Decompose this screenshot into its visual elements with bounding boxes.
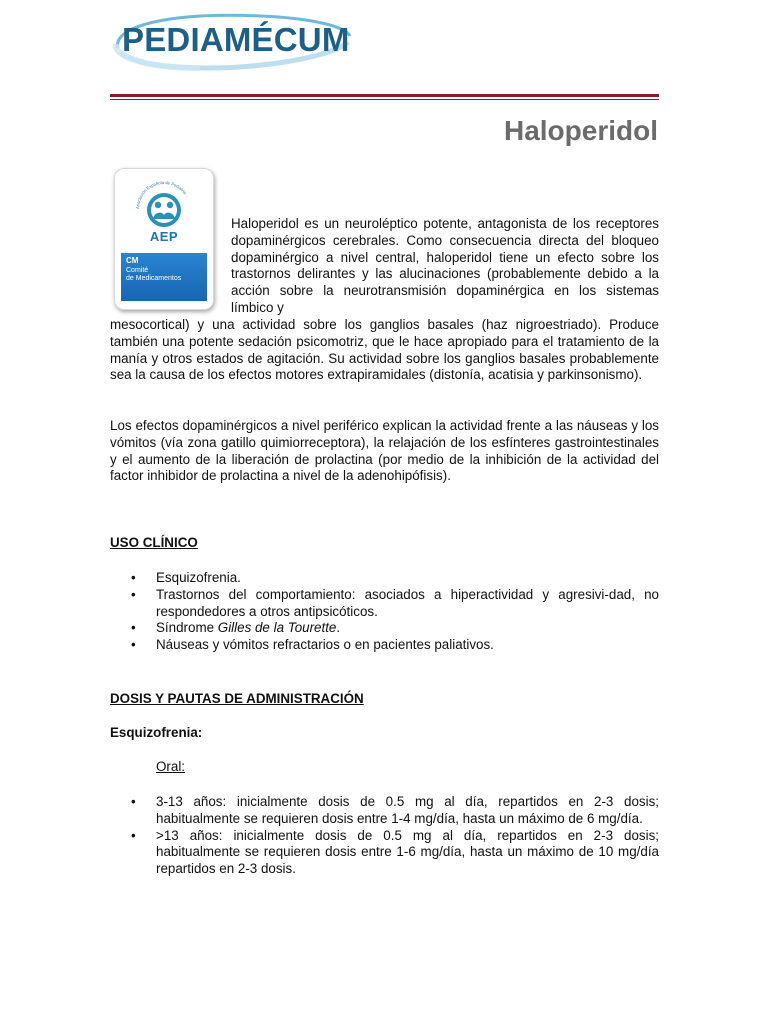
esquizofrenia-subheading: Esquizofrenia: bbox=[110, 725, 203, 740]
list-item bbox=[110, 637, 659, 654]
aep-emblem-icon bbox=[133, 179, 195, 231]
list-item-text-italic: Gilles de la Tourette bbox=[217, 620, 337, 636]
list-item bbox=[110, 570, 659, 587]
list-item-text-pre: Síndrome bbox=[156, 620, 218, 636]
badge-medicamentos-label: de Medicamentos bbox=[126, 275, 182, 282]
list-item bbox=[110, 587, 659, 621]
logo-text: PEDIAMÉCUM bbox=[122, 21, 350, 58]
intro-paragraph-wrapped: Haloperidol es un neuroléptico potente, antagonista de los receptores dopaminérgicos cerebrales. Como consecuencia directa del bloqueo dopaminérgico a nivel central, haloperidol tiene un efecto sobre los trastornos delirantes y las alucinaciones (probablemente debido a la acción sobre la neurotransmisión dopaminérgica en los sistemas límbico y bbox=[231, 216, 659, 315]
intro-paragraph-continued: mesocortical) y una actividad sobre los ganglios basales (haz nigroestriado). Produce también una potente sedación psicomotriz, que le hace apropiado para el tratamiento de la manía y otros estados de agitación. Su actividad sobre los ganglios basales probablemente sea la causa de los efectos motores extrapiramidales (distonía, acatisia y parkinsonismo). bbox=[110, 317, 659, 383]
dosis-heading: DOSIS Y PAUTAS DE ADMINISTRACIÓN bbox=[110, 691, 364, 706]
bullet-icon: • bbox=[131, 620, 136, 636]
peripheral-effects-paragraph: Los efectos dopaminérgicos a nivel periférico explican la actividad frente a las náuseas y los vómitos (vía zona gatillo quimiorreceptora), la relajación de los esfínteres gastrointestinales y el aumento de la liberación de prolactina (por medio de la inhibición de la actividad del factor inhibidor de prolactina a nivel de la adenohipófisis). bbox=[110, 418, 659, 484]
pediamecum-logo bbox=[110, 8, 360, 74]
bullet-icon: • bbox=[131, 794, 136, 809]
list-item-text: Trastornos del comportamiento: asociados a hiperactividad y agresivi-dad, no respondedores a otros antipsicóticos. bbox=[156, 586, 659, 619]
uso-clinico-heading: USO CLÍNICO bbox=[110, 535, 198, 550]
badge-arc-text: Asociación Española de Pediatría bbox=[134, 179, 188, 210]
list-item-text: Náuseas y vómitos refractarios o en pacientes paliativos. bbox=[156, 637, 494, 653]
list-item-text: >13 años: inicialmente dosis de 0.5 mg al día, repartidos en 2-3 dosis; habitualmente se requieren dosis entre 1-6 mg/día, hasta un máximo de 10 mg/día repartidos en 2-3 dosis. bbox=[156, 827, 659, 877]
route-oral-label: Oral: bbox=[156, 759, 186, 774]
list-item bbox=[110, 828, 659, 878]
badge-comite-label: Comité bbox=[126, 267, 149, 274]
list-item-text-post: . bbox=[336, 620, 341, 636]
header-rule-thick bbox=[110, 94, 659, 97]
list-item bbox=[110, 620, 659, 637]
bullet-icon: • bbox=[131, 827, 136, 843]
bullet-icon: • bbox=[131, 637, 136, 653]
bullet-icon: • bbox=[131, 586, 136, 602]
list-item-text: Esquizofrenia. bbox=[156, 570, 241, 585]
bullet-icon: • bbox=[131, 570, 136, 585]
badge-committee-panel bbox=[121, 253, 207, 301]
aep-cm-badge bbox=[114, 168, 214, 310]
dosis-list bbox=[110, 794, 659, 878]
list-item bbox=[110, 794, 659, 828]
header-rule-thin bbox=[110, 99, 659, 100]
uso-clinico-list bbox=[110, 570, 659, 654]
page-title: Haloperidol bbox=[503, 115, 658, 146]
badge-cm-label: CM bbox=[126, 256, 139, 265]
list-item-text: 3-13 años: inicialmente dosis de 0.5 mg al día, repartidos en 2-3 dosis; habitualmente se requieren dosis entre 1-4 mg/día, hasta un máximo de 6 mg/día. bbox=[156, 794, 659, 826]
badge-org-label: AEP bbox=[149, 229, 179, 244]
